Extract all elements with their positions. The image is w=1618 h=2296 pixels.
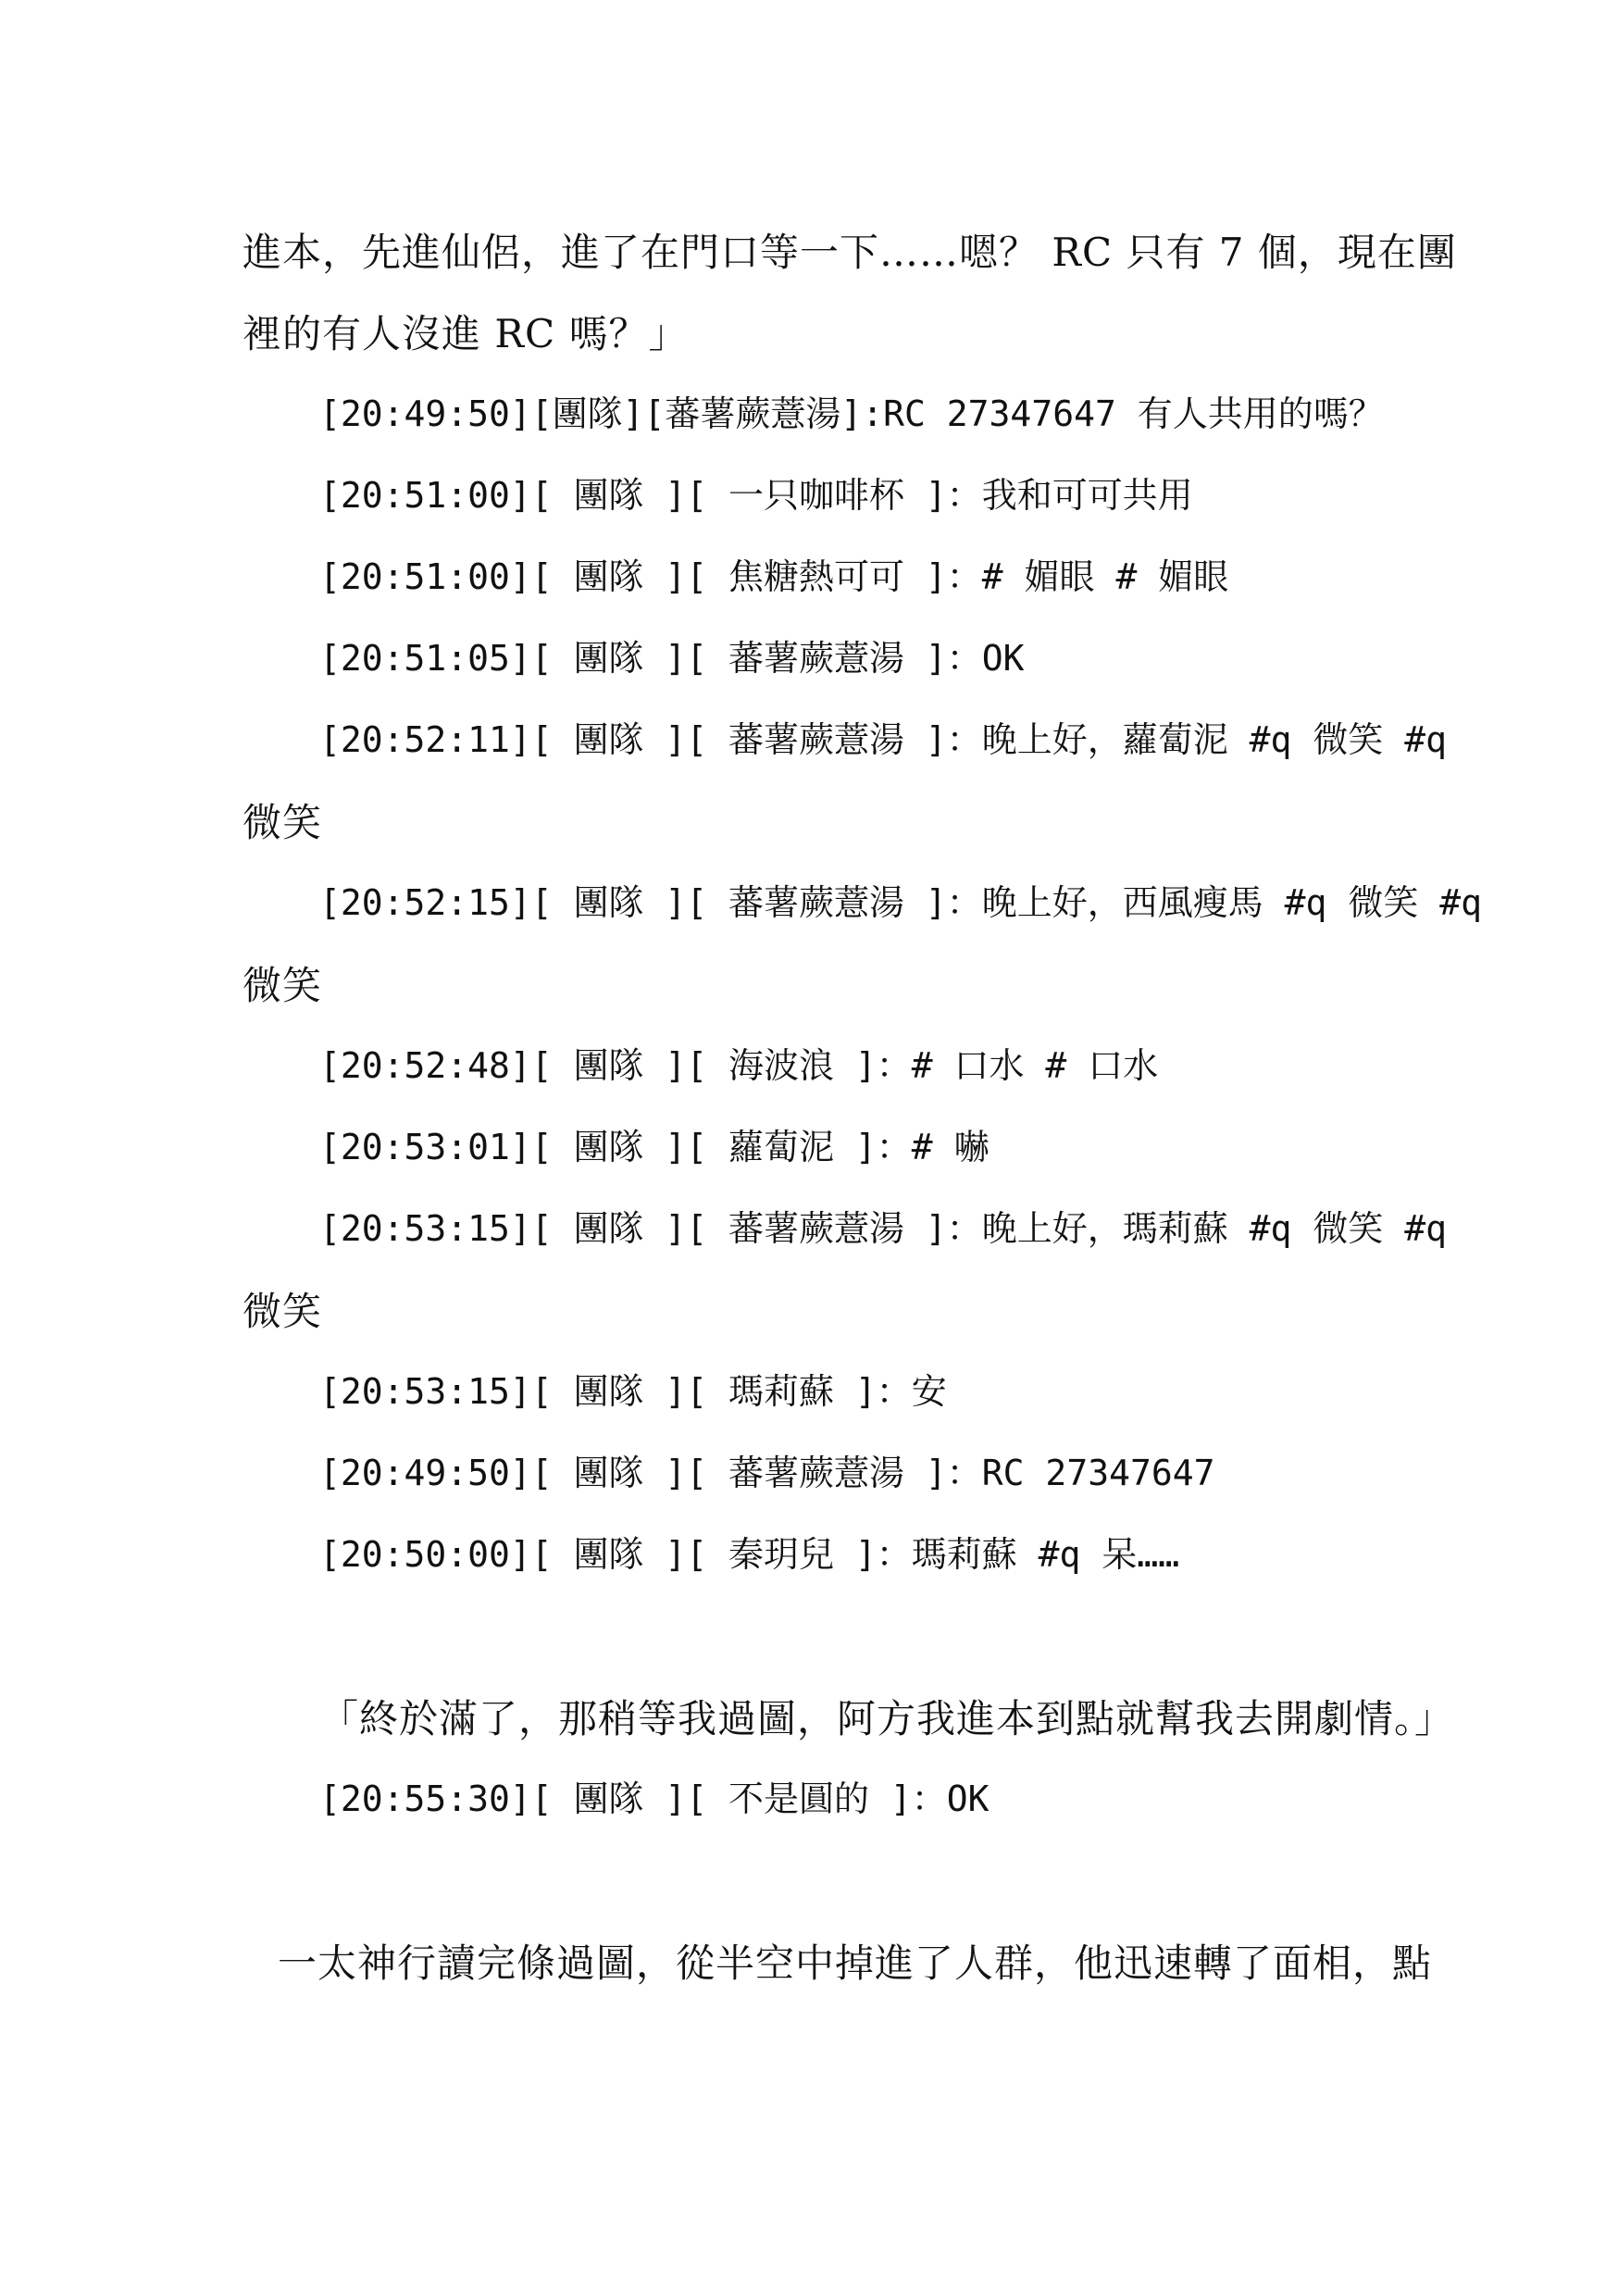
chat-line: [20:53:15][ 團隊 ][ 蕃薯蕨薏湯 ]：晚上好，瑪莉蘇 #q 微笑 #q	[319, 1208, 1447, 1249]
chat-line: [20:49:50][團隊][蕃薯蕨薏湯]:RC 27347647 有人共用的嗎？	[319, 393, 1384, 434]
chat-line: [20:49:50][ 團隊 ][ 蕃薯蕨薏湯 ]：RC 27347647	[319, 1453, 1215, 1493]
paragraph-2: 「終於滿了，那稍等我過圖，阿方我進本到點就幫我去開劇情。」	[319, 1696, 1455, 1741]
chat-line-continuation: 微笑	[243, 800, 323, 845]
chat-line: [20:55:30][ 團隊 ][ 不是圓的 ]：OK	[319, 1778, 989, 1819]
chat-line: [20:53:01][ 團隊 ][ 蘿蔔泥 ]：# 嚇	[319, 1127, 989, 1167]
chat-line: [20:50:00][ 團隊 ][ 秦玥兒 ]：瑪莉蘇 #q 呆……	[319, 1534, 1180, 1575]
chat-line: [20:53:15][ 團隊 ][ 瑪莉蘇 ]：安	[319, 1371, 947, 1412]
chat-line: [20:51:05][ 團隊 ][ 蕃薯蕨薏湯 ]：OK	[319, 638, 1025, 679]
chat-line: [20:52:48][ 團隊 ][ 海波浪 ]：# 口水 # 口水	[319, 1045, 1159, 1086]
chat-line: [20:51:00][ 團隊 ][ 一只咖啡杯 ]：我和可可共用	[319, 475, 1193, 516]
chat-line: [20:51:00][ 團隊 ][ 焦糖熱可可 ]：# 媚眼 # 媚眼	[319, 556, 1229, 597]
paragraph-1-line-2: 裡的有人沒進 RC 嗎？」	[243, 311, 689, 356]
chat-line: [20:52:15][ 團隊 ][ 蕃薯蕨薏湯 ]：晚上好，西風瘦馬 #q 微笑 #q	[319, 882, 1482, 923]
chat-line-continuation: 微笑	[243, 963, 323, 1008]
chat-line: [20:52:11][ 團隊 ][ 蕃薯蕨薏湯 ]：晚上好，蘿蔔泥 #q 微笑 #q	[319, 719, 1447, 760]
chat-line-continuation: 微笑	[243, 1289, 323, 1334]
paragraph-1-line-1: 進本，先進仙侶，進了在門口等一下……嗯？ RC 只有 7 個，現在團	[243, 230, 1457, 275]
paragraph-3: 一太神行讀完條過圖，從半空中掉進了人群，他迅速轉了面相，點	[278, 1940, 1433, 1986]
